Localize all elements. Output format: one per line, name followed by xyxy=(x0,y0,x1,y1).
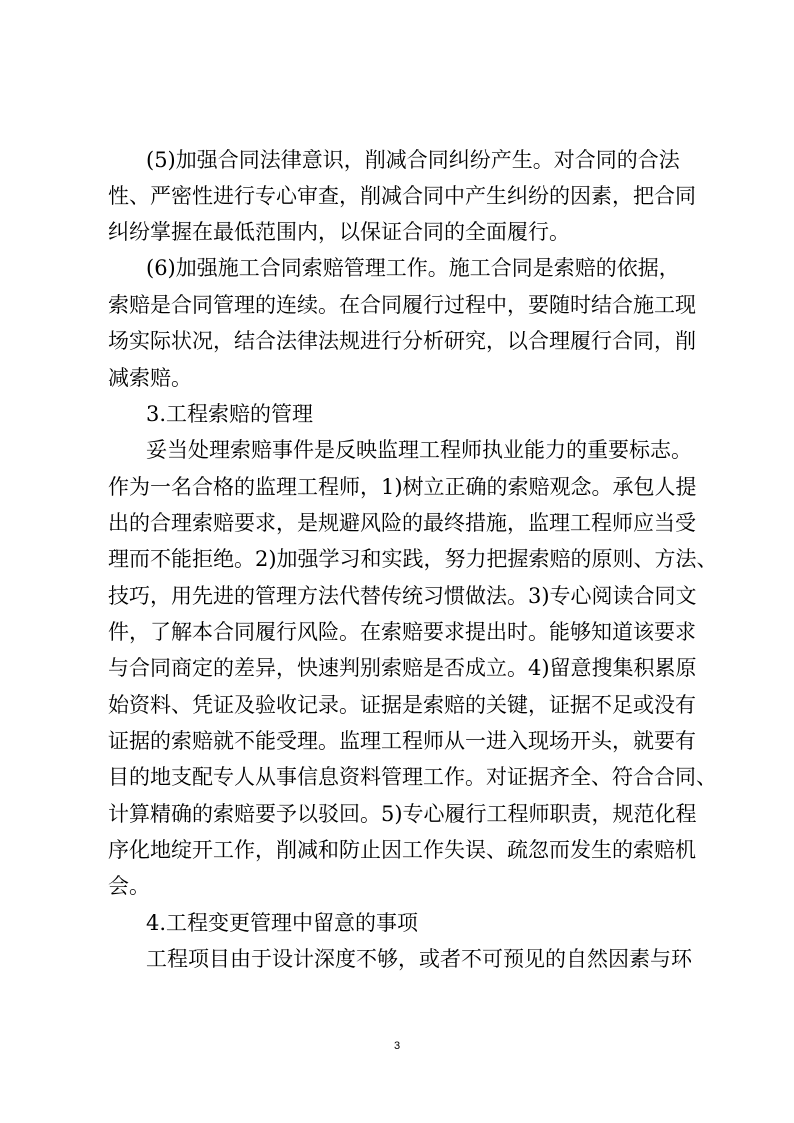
text-line: 证据的索赔就不能受理。监理工程师从一进入现场开头，就要有 xyxy=(108,729,696,753)
section-heading: 4.工程变更管理中留意的事项 xyxy=(146,911,419,935)
text-line: 目的地支配专人从事信息资料管理工作。对证据齐全、符合合同、 xyxy=(108,765,717,789)
text-line: 与合同商定的差异，快速判别索赔是否成立。4)留意搜集积累原 xyxy=(108,656,697,680)
text-line: 性、严密性进行专心审查，削减合同中产生纠纷的因素，把合同 xyxy=(108,184,696,208)
text-line: 始资料、凭证及验收记录。证据是索赔的关键，证据不足或没有 xyxy=(108,693,696,717)
text-line: 计算精确的索赔要予以驳回。5)专心履行工程师职责，规范化程 xyxy=(108,802,697,826)
text-line: (6)加强施工合同索赔管理工作。施工合同是索赔的依据， xyxy=(146,256,680,280)
text-line: 妥当处理索赔事件是反映监理工程师执业能力的重要标志。 xyxy=(146,438,692,462)
text-line: (5)加强合同法律意识，削减合同纠纷产生。对合同的合法 xyxy=(146,148,680,172)
text-line: 索赔是合同管理的连续。在合同履行过程中，要随时结合施工现 xyxy=(108,293,696,317)
text-line: 作为一名合格的监理工程师，1)树立正确的索赔观念。承包人提 xyxy=(108,475,697,499)
text-line: 工程项目由于设计深度不够，或者不可预见的自然因素与环 xyxy=(146,947,692,971)
text-line: 出的合理索赔要求，是规避风险的最终措施，监理工程师应当受 xyxy=(108,511,696,535)
text-line: 会。 xyxy=(108,874,150,898)
text-line: 纠纷掌握在最低范围内，以保证合同的全面履行。 xyxy=(108,220,570,244)
text-line: 理而不能拒绝。2)加强学习和实践，努力把握索赔的原则、方法、 xyxy=(108,547,718,571)
section-heading: 3.工程索赔的管理 xyxy=(146,402,314,426)
text-line: 减索赔。 xyxy=(108,366,192,390)
text-line: 序化地绽开工作，削减和防止因工作失误、疏忽而发生的索赔机 xyxy=(108,838,696,862)
text-line: 件，了解本合同履行风险。在索赔要求提出时。能够知道该要求 xyxy=(108,620,696,644)
text-line: 场实际状况，结合法律法规进行分析研究，以合理履行合同，削 xyxy=(108,329,696,353)
page-number: 3 xyxy=(393,1040,401,1052)
text-line: 技巧，用先进的管理方法代替传统习惯做法。3)专心阅读合同文 xyxy=(108,584,697,608)
